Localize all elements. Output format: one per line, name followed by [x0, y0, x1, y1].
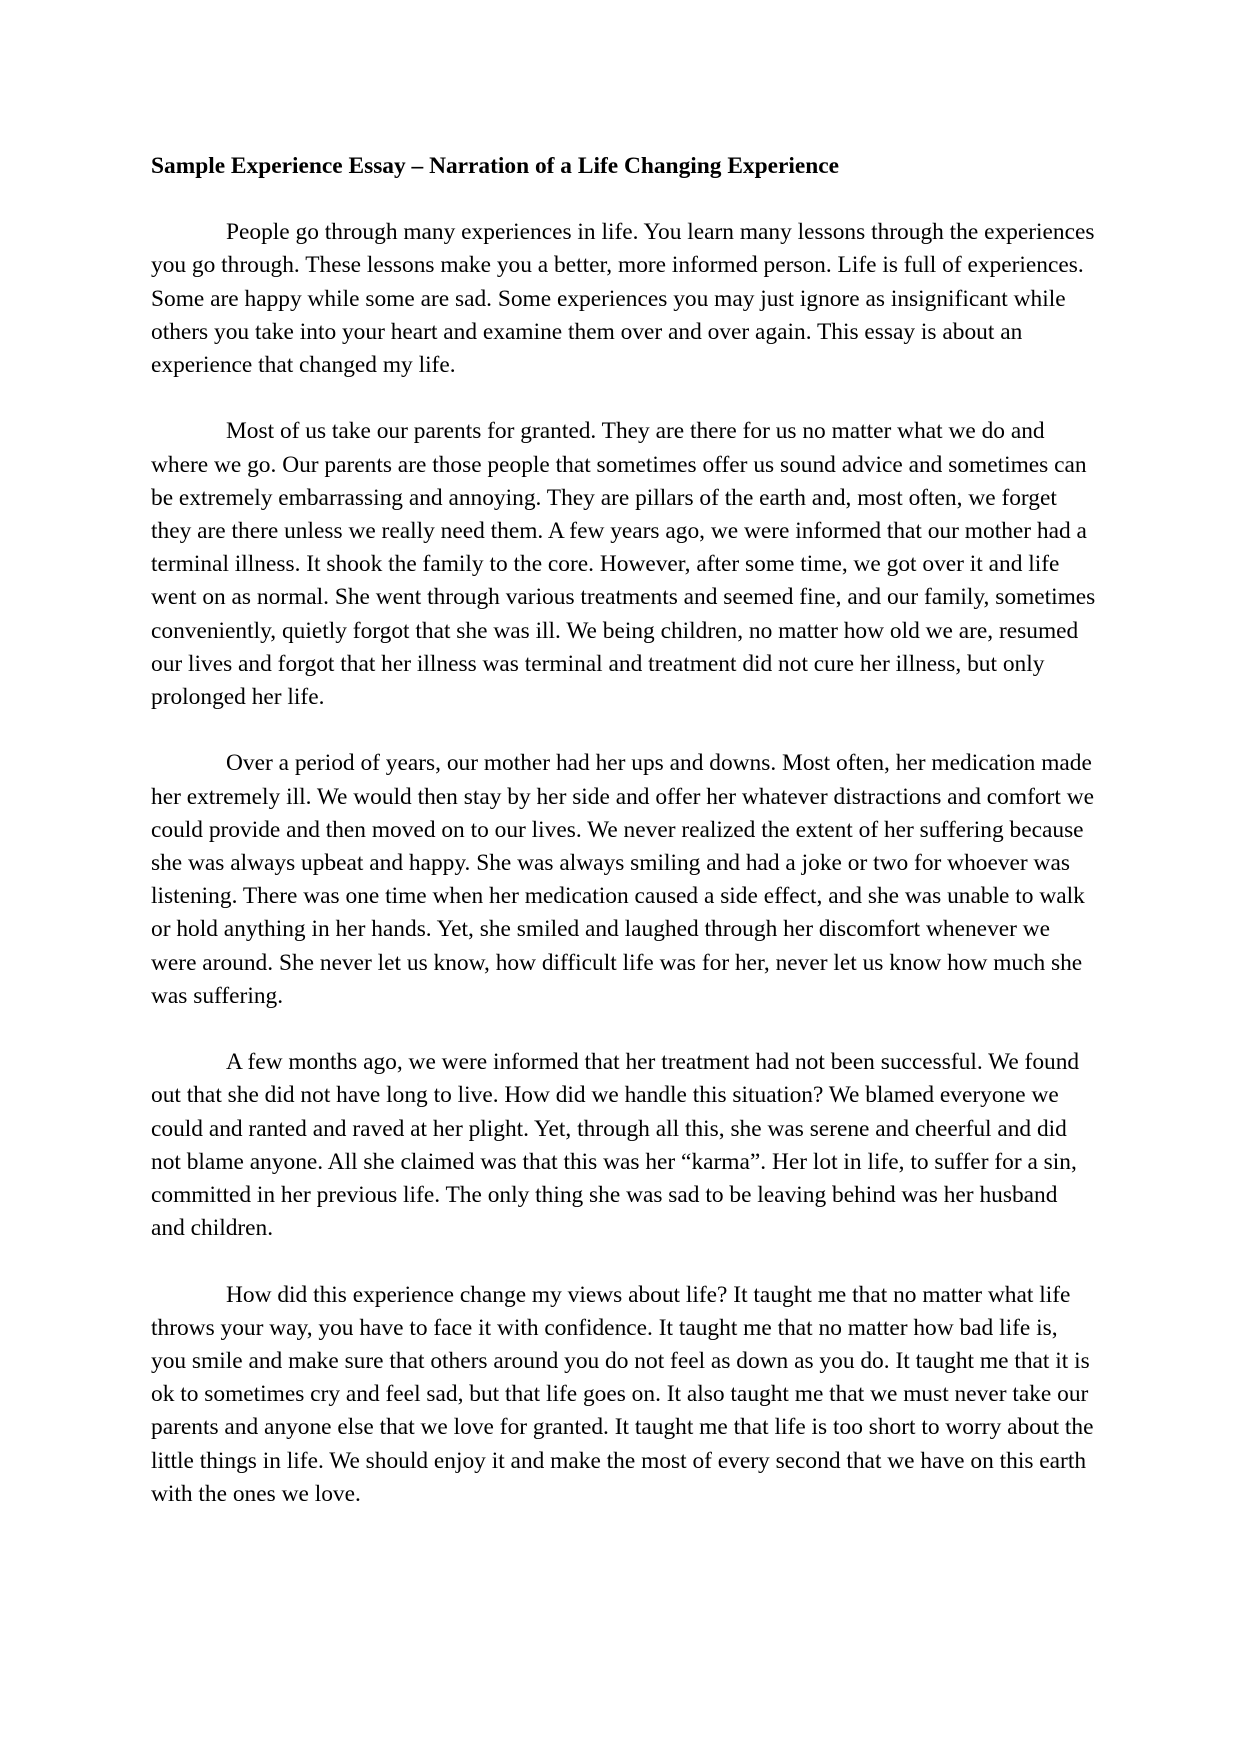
paragraph-1: People go through many experiences in life. You learn many lessons through the experiences you go through. These lessons make you a better, more informed person. Life is full of experiences. Some are happy while some are sad. Some experiences you may just ignore as insignificant while others you take into your heart and examine them over and over again. This essay is about an experience that changed my life. — [151, 219, 1095, 379]
paragraph-5: How did this experience change my views about life? It taught me that no matter what life throws your way, you have to face it with confidence. It taught me that no matter how bad life is, you smile and make sure that others around you do not feel as down as you do. It taught me that it is ok to sometimes cry and feel sad, but that life goes on. It also taught me that we must never take our parents and anyone else that we love for granted. It taught me that life is too short to worry about the little things in life. We should enjoy it and make the most of every second that we have on this earth with the ones we love. — [151, 1281, 1094, 1507]
essay-title: Sample Experience Essay – Narration of a Life Changing Experience — [151, 153, 840, 179]
paragraph-2: Most of us take our parents for granted. They are there for us no matter what we do and where we go. Our parents are those people that sometimes offer us sound advice and sometimes can be extremely embarrassing and annoying. They are pillars of the earth and, most often, we forget they are there unless we really need them. A few years ago, we were informed that our mother had a terminal illness. It shook the family to the core. However, after some time, we got over it and life went on as normal. She went through various treatments and seemed fine, and our family, sometimes conveniently, quietly forgot that she was ill. We being children, no matter how old we are, resumed our lives and forgot that her illness was terminal and treatment did not cure her illness, but only prolonged her life. — [151, 418, 1096, 711]
essay-body — [151, 150, 1096, 1544]
paragraph-4: A few months ago, we were informed that her treatment had not been successful. We found out that she did not have long to live. How did we handle this situation? We blamed everyone we could and ranted and raved at her plight. Yet, through all this, she was serene and cheerful and did not blame anyone. All she claimed was that this was her “karma”. Her lot in life, to suffer for a sin, committed in her previous life. The only thing she was sad to be leaving behind was her husband and children. — [151, 1049, 1080, 1242]
paragraph-3: Over a period of years, our mother had her ups and downs. Most often, her medication made her extremely ill. We would then stay by her side and offer her whatever distractions and comfort we could provide and then moved on to our lives. We never realized the extent of her suffering because she was always upbeat and happy. She was always smiling and had a joke or two for whoever was listening. There was one time when her medication caused a side effect, and she was unable to walk or hold anything in her hands. Yet, she smiled and laughed through her discomfort whenever we were around. She never let us know, how difficult life was for her, never let us know how much she was suffering. — [151, 750, 1094, 1009]
